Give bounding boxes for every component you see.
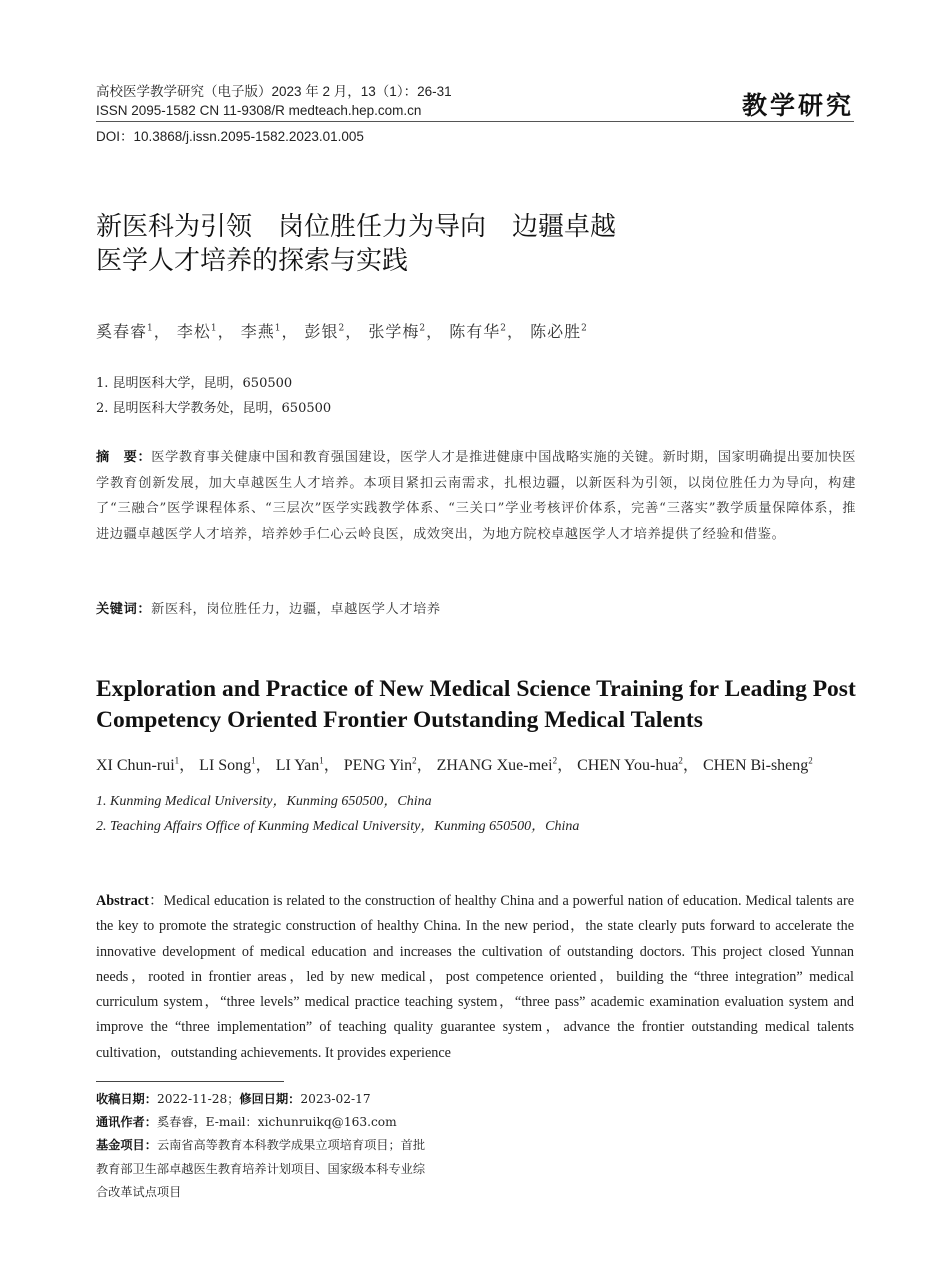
chinese-keywords-label: 关键词： (96, 602, 152, 617)
author: LI Yan$^1$ (275, 755, 324, 774)
issn-line: ISSN 2095-1582 CN 11-9308/R medteach.hep.com.cn (96, 103, 422, 118)
author: XI Chun-rui$^1$ (96, 755, 180, 774)
header-rule (96, 121, 854, 122)
english-abstract-label: Abstract (96, 893, 149, 909)
english-title: Exploration and Practice of New Medical Science Training for Leading Post Competency Oriented Frontier Outstanding Medical Talents (96, 676, 856, 733)
chinese-author-list: 奚春睿$^1$， 李松$^1$， 李燕$^1$， 彭银$^2$， 张学梅$^2$， 陈有华$^2$， 陈必胜$^2$ (96, 322, 588, 341)
dates-footnote: 收稿日期：2022-11-28；修回日期：2023-02-17 (96, 1092, 371, 1106)
journal-citation: 高校医学教学研究（电子版）2023 年 2 月，13（1）：26-31 (96, 84, 452, 99)
author: 彭银$^2$ (304, 322, 346, 341)
chinese-abstract-text: 医学教育事关健康中国和教育强国建设，医学人才是推进健康中国战略实施的关键。新时期，国家明确提出要加快医学教育创新发展，加大卓越医生人才培养。本项目紧扣云南需求，扎根边疆，以新医科为引领，以岗位胜任力为导向，构建了“三融合”医学课程体系、“三层次”医学实践教学体系、“三关口”学业考核评价体系，完善“三落实”教学质量保障体系，推进边疆卓越医学人才培养，培养妙手仁心云岭良医，成效突出，为地方院校卓越医学人才培养提供了经验和借鉴。 (96, 450, 856, 542)
author: LI Song$^1$ (199, 755, 256, 774)
chinese-title (96, 210, 616, 278)
corresponding-author: 奚春睿，E-mail：xichunruikq@163.com (156, 1115, 397, 1129)
corresponding-author-footnote: 通讯作者：奚春睿，E-mail：xichunruikq@163.com (96, 1115, 397, 1129)
chinese-abstract (96, 445, 856, 547)
english-abstract: Abstract：Medical education is related to the construction of healthy China and a powerful nation of education. Medical talents are the key to promote the strategic construction of healthy China. In the new period，the state clearly puts forward to accelerate the innovative development of medical education and increases the cultivation of outstanding doctors. This project closed Yunnan needs，rooted in frontier areas，led by new medical，post competence oriented，building the “three integration” medical curriculum system，“three levels” medical practice teaching system，“three pass” academic examination evaluation system and improve the “three implementation” of teaching quality guarantee system，advance the frontier outstanding medical talents cultivation，outstanding achievements. It provides experience (96, 893, 854, 1061)
chinese-affiliation-2: 2. 昆明医科大学教务处，昆明，650500 (96, 401, 332, 416)
author: 陈必胜$^2$ (530, 322, 588, 341)
chinese-keywords-text: 新医科，岗位胜任力，边疆，卓越医学人才培养 (151, 602, 441, 617)
fund-footnote: 基金项目：云南省高等教育本科教学成果立项培育项目；首批 教育部卫生部卓越医生教育培养计划项目、国家级本科专业综 合改革试点项目 (96, 1138, 426, 1199)
author: 张学梅$^2$ (368, 322, 427, 341)
chinese-affiliation-1: 1. 昆明医科大学，昆明，650500 (96, 376, 293, 391)
english-abstract-text: Medical education is related to the construction of healthy China and a powerful nation of education. Medical talents are the key to promote the strategic construction of healthy China. In the new period，the state clearly puts forward to accelerate the innovative development of medical education and increases the cultivation of outstanding doctors. This project closed Yunnan needs，rooted in frontier areas，led by new medical，post competence oriented，building the “three integration” medical curriculum system，“three levels” medical practice teaching system，“three pass” academic examination evaluation system and improve the “three implementation” of teaching quality guarantee system，advance the frontier outstanding medical talents cultivation，outstanding achievements. It provides experience (96, 893, 854, 1061)
english-affiliation-1: 1. Kunming Medical University，Kunming 650500，China (96, 794, 432, 809)
author: ZHANG Xue-mei$^2$ (436, 755, 558, 774)
author: 奚春睿$^1$ (96, 322, 154, 341)
author: 陈有华$^2$ (449, 322, 507, 341)
author: 李燕$^1$ (240, 322, 282, 341)
chinese-keywords (96, 598, 441, 617)
chinese-abstract-label: 摘 要： (96, 450, 152, 465)
footnote-rule (96, 1081, 284, 1082)
english-author-list: XI Chun-rui$^1$， LI Song$^1$， LI Yan$^1$， PENG Yin$^2$， ZHANG Xue-mei$^2$， CHEN You-hua$^2$， CHEN Bi-sheng$^2$ (96, 755, 813, 774)
author: CHEN You-hua$^2$ (577, 755, 683, 774)
chinese-title-line-2: 医学人才培养的探索与实践 (96, 246, 409, 276)
author: CHEN Bi-sheng$^2$ (702, 755, 813, 774)
chinese-title-line-1: 新医科为引领 岗位胜任力为导向 边疆卓越 (96, 212, 617, 242)
doi-link[interactable]: DOI：10.3868/j.issn.2095-1582.2023.01.005 (96, 129, 364, 144)
received-date: 2022-11-28； (156, 1092, 240, 1106)
section-tag: 教学研究 (741, 91, 854, 120)
revised-date: 2023-02-17 (300, 1092, 371, 1106)
english-affiliation-2: 2. Teaching Affairs Office of Kunming Medical University，Kunming 650500，China (96, 819, 580, 834)
author: PENG Yin$^2$ (343, 755, 417, 774)
author: 李松$^1$ (176, 322, 218, 341)
